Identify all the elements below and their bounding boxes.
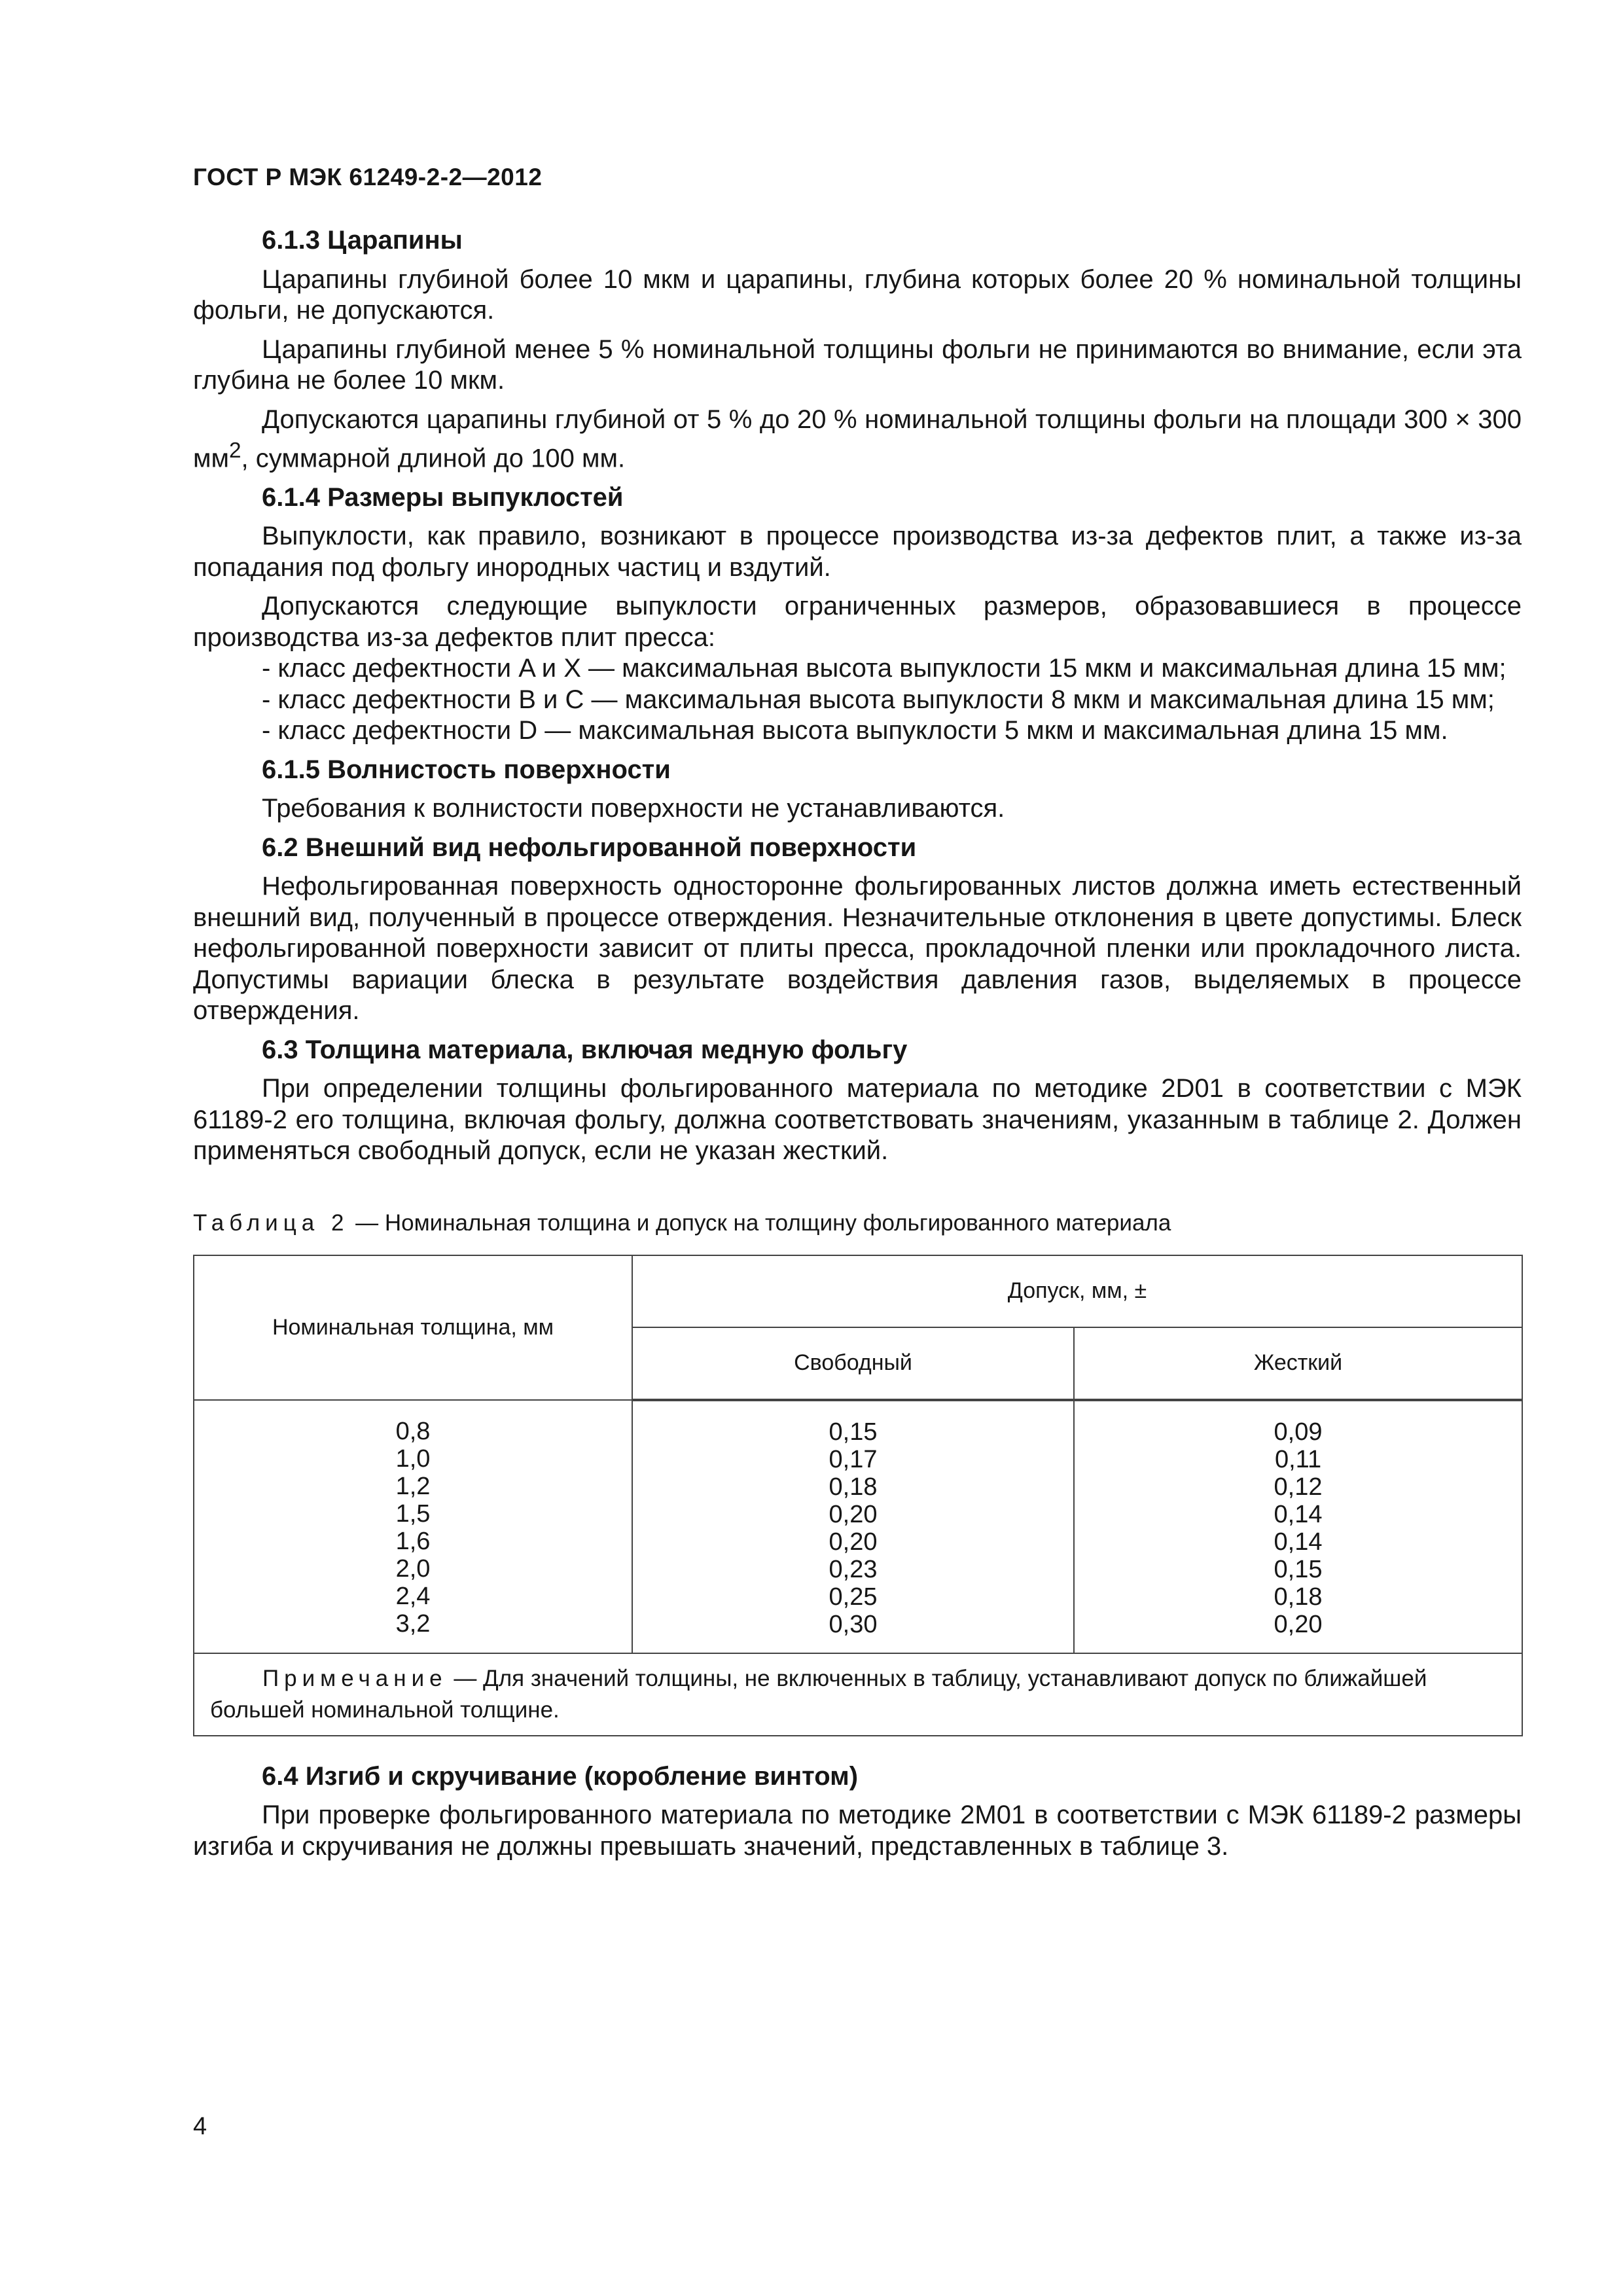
column-header-tolerance: Допуск, мм, ±: [632, 1255, 1522, 1327]
table-cell-value: 0,20: [829, 1500, 878, 1528]
table-cell-value: 2,0: [395, 1554, 431, 1583]
table-cell-value: 0,11: [1274, 1445, 1322, 1473]
column-header-free: Свободный: [632, 1327, 1074, 1400]
table-cell-value: 0,23: [829, 1555, 878, 1583]
list-item: - класс дефектности D — максимальная высота выпуклости 5 мкм и максимальная длина 15 мм.: [262, 716, 1448, 745]
list-item: - класс дефектности B и C — максимальная высота выпуклости 8 мкм и максимальная длина 15 мм;: [262, 685, 1495, 714]
paragraph: Царапины глубиной менее 5 % номинальной толщины фольги не принимаются во внимание, если эта глубина не более 10 мкм.: [193, 334, 1522, 395]
table-row: [194, 1400, 1522, 1653]
table-cell-value: 3,2: [395, 1609, 431, 1638]
table-cell-value: 0,15: [1274, 1555, 1323, 1583]
table-cell-value: 0,25: [829, 1583, 878, 1611]
nominal-values-cell: [194, 1400, 632, 1653]
table-caption: [193, 1210, 1522, 1236]
strict-tolerance-cell: [1074, 1400, 1522, 1653]
table-cell-value: 0,30: [829, 1610, 878, 1638]
paragraph: Нефольгированная поверхность односторонне фольгированных листов должна иметь естественный внешний вид, полученный в процессе отверждения. Незначительные отклонения в цвете допустимы. Блеск нефольгированной поверхности зависит от плиты пресса, прокладочной пленки или прокладочного листа. Допустимы вариации блеска в результате воздействия давления газов, выделяемых в процессе отверждения.: [193, 872, 1522, 1026]
document-code: ГОСТ Р МЭК 61249-2-2—2012: [193, 164, 543, 190]
superscript: 2: [229, 439, 241, 463]
table-caption-label: Таблица 2: [193, 1210, 349, 1236]
paragraph: При определении толщины фольгированного материала по методике 2D01 в соответствии с МЭК 61189-2 его толщина, включая фольгу, должна соответствовать значениям, указанным в таблице 2. Должен применяться свободный допуск, если не указан жесткий.: [193, 1074, 1522, 1166]
paragraph: Царапины глубиной более 10 мкм и царапины, глубина которых более 20 % номинальной толщины фольги, не допускаются.: [193, 264, 1522, 325]
table-cell-value: 0,14: [1274, 1528, 1323, 1556]
section-heading-6-3: 6.3 Толщина материала, включая медную фольгу: [262, 1035, 908, 1064]
section-heading-6-4: 6.4 Изгиб и скручивание (коробление винтом): [262, 1761, 859, 1791]
table-cell-value: 2,4: [395, 1582, 431, 1610]
table-cell-value: 1,5: [395, 1499, 431, 1528]
table-cell-value: 0,12: [1274, 1473, 1323, 1501]
table-cell-value: 1,0: [395, 1444, 431, 1473]
document-body: [193, 225, 1522, 1870]
paragraph-text: Допускаются царапины глубиной от 5 % до 20 % номинальной толщины фольги на площади 300 × 300 мм: [193, 404, 1522, 473]
table-cell-value: 0,15: [829, 1418, 878, 1446]
paragraph: Допускаются следующие выпуклости ограниченных размеров, образовавшиеся в процессе производства из-за дефектов плит пресса:: [193, 592, 1522, 652]
section-heading-6-1-5: 6.1.5 Волнистость поверхности: [262, 755, 671, 784]
table-cell-value: 0,17: [829, 1445, 878, 1473]
free-tolerance-cell: [632, 1400, 1074, 1653]
paragraph: Требования к волнистости поверхности не устанавливаются.: [262, 794, 1005, 823]
column-header-nominal: Номинальная толщина, мм: [194, 1255, 632, 1400]
table-cell-value: 0,14: [1274, 1500, 1323, 1528]
table-cell-value: 0,18: [829, 1473, 878, 1501]
section-heading-6-1-3: 6.1.3 Царапины: [262, 226, 463, 255]
table-note: [194, 1653, 1522, 1736]
table-cell-value: 0,8: [395, 1417, 431, 1445]
table-cell-value: 0,09: [1274, 1418, 1323, 1446]
column-header-strict: Жесткий: [1074, 1327, 1522, 1400]
table-note-label: Примечание: [262, 1665, 448, 1691]
paragraph: При проверке фольгированного материала по методике 2M01 в соответствии с МЭК 61189-2 размеры изгиба и скручивания не должны превышать значений, представленных в таблице 3.: [193, 1801, 1522, 1861]
table-cell-value: 0,20: [829, 1528, 878, 1556]
paragraph: [193, 404, 1522, 475]
table-cell-value: 1,6: [395, 1527, 431, 1555]
table-note-text: — Для значений толщины, не включенных в таблицу, устанавливают допуск по ближайшей большей номинальной толщине.: [210, 1665, 1427, 1723]
paragraph-text: , суммарной длиной до 100 мм.: [241, 444, 626, 473]
paragraph: Выпуклости, как правило, возникают в процессе производства из-за дефектов плит, а также из-за попадания под фольгу инородных частиц и вздутий.: [193, 522, 1522, 582]
section-heading-6-2: 6.2 Внешний вид нефольгированной поверхности: [262, 833, 917, 862]
table-caption-text: — Номинальная толщина и допуск на толщину фольгированного материала: [349, 1210, 1171, 1236]
table-cell-value: 0,20: [1274, 1610, 1323, 1638]
table-cell-value: 1,2: [395, 1472, 431, 1500]
table-cell-value: 0,18: [1274, 1583, 1323, 1611]
tolerance-table: [193, 1255, 1523, 1736]
section-heading-6-1-4: 6.1.4 Размеры выпуклостей: [262, 482, 624, 512]
page-number: 4: [193, 2113, 207, 2140]
list-item: - класс дефектности A и X — максимальная высота выпуклости 15 мкм и максимальная длина 15 мм;: [262, 654, 1507, 683]
